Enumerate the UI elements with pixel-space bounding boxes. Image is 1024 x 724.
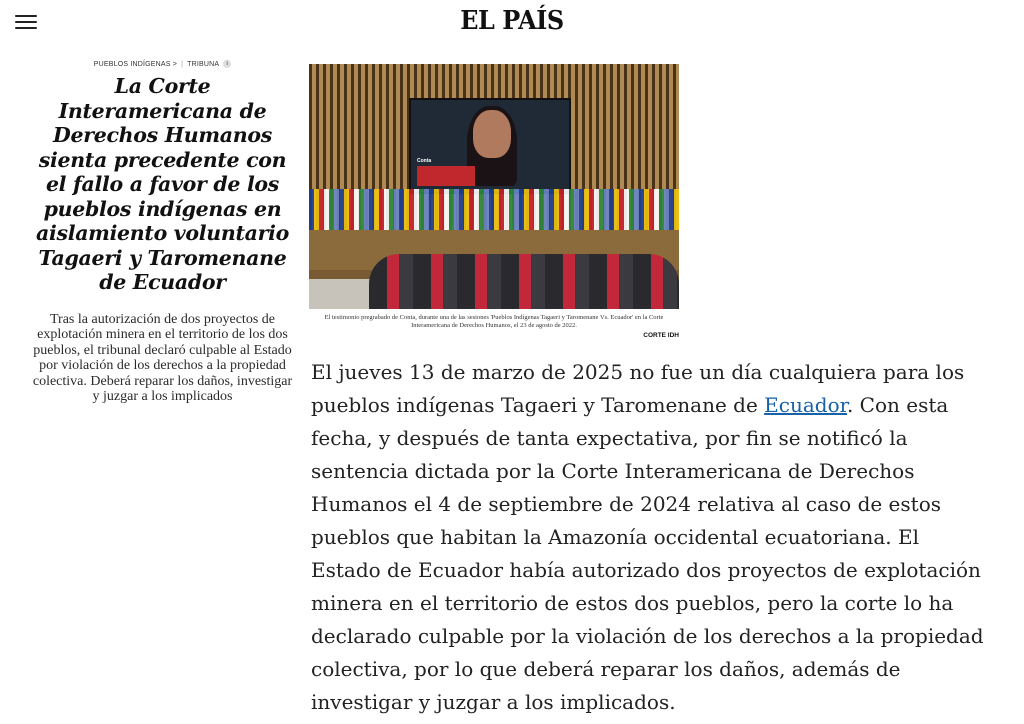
body-text-start: El jueves 13 de marzo de 2025 no fue un día cualquiera para los pueblos indígenas Tagaeri y Taromenane de	[311, 360, 965, 417]
photo-screen-name: Conta	[417, 158, 432, 164]
ecuador-link[interactable]: Ecuador	[764, 393, 847, 417]
photo-screen-banner	[417, 166, 475, 186]
menu-line	[15, 21, 37, 23]
breadcrumb-type-label: TRIBUNA	[187, 60, 220, 68]
breadcrumb-divider: |	[181, 60, 184, 68]
article-photo	[309, 64, 679, 309]
photo-video-screen	[409, 98, 571, 194]
body-text-rest: . Con esta fecha, y después de tanta expectativa, por fin se notificó la sentencia dictada por la Corte Interamericana de Derechos Humanos el 4 de septiembre de 2024 relativa al caso de estos pueblos que habitan la Amazonía occidental ecuatoriana. El Estado de Ecuador había autorizado dos proyectos de explotación minera en el territorio de estos dos pueblos, pero la corte lo ha declarado culpable por la violación de los derechos a la propiedad colectiva, por lo que deberá reparar los daños, además de investigar y juzgar a los implicados.	[311, 393, 984, 714]
hamburger-menu-icon[interactable]	[15, 15, 37, 29]
info-icon[interactable]: i	[223, 60, 231, 68]
photo-caption: El testimonio pregrabado de Conta, durante una de las sesiones 'Pueblos Indígenas Tagaeri y Taromenane Vs. Ecuador' en la Corte Interamericana de Derechos Humanos, el 23 de agosto de 2022.	[324, 314, 664, 329]
site-logo[interactable]: EL PAÍS	[460, 6, 564, 36]
article-body	[311, 356, 991, 719]
breadcrumb	[30, 60, 295, 68]
article-summary: Tras la autorización de dos proyectos de explotación minera en el territorio de los dos pueblos, el tribunal declaró culpable al Estado por violación de los derechos a la propiedad colectiva. Deberá reparar los daños, investigar y juzgar a los implicados	[32, 311, 293, 404]
article-header	[30, 60, 295, 405]
photo-audience	[369, 254, 679, 309]
menu-line	[15, 15, 37, 17]
photo-flags	[309, 189, 679, 234]
article-headline: La Corte Interamericana de Derechos Humanos sienta precedente con el fallo a favor de los pueblos indígenas en aislamiento voluntario Tagaeri y Taromenane de Ecuador	[36, 74, 289, 294]
photo-person-face	[473, 110, 511, 158]
breadcrumb-section-link[interactable]: PUEBLOS INDÍGENAS >	[93, 60, 178, 68]
menu-line	[15, 27, 37, 29]
photo-credit: CORTE IDH	[643, 332, 679, 339]
